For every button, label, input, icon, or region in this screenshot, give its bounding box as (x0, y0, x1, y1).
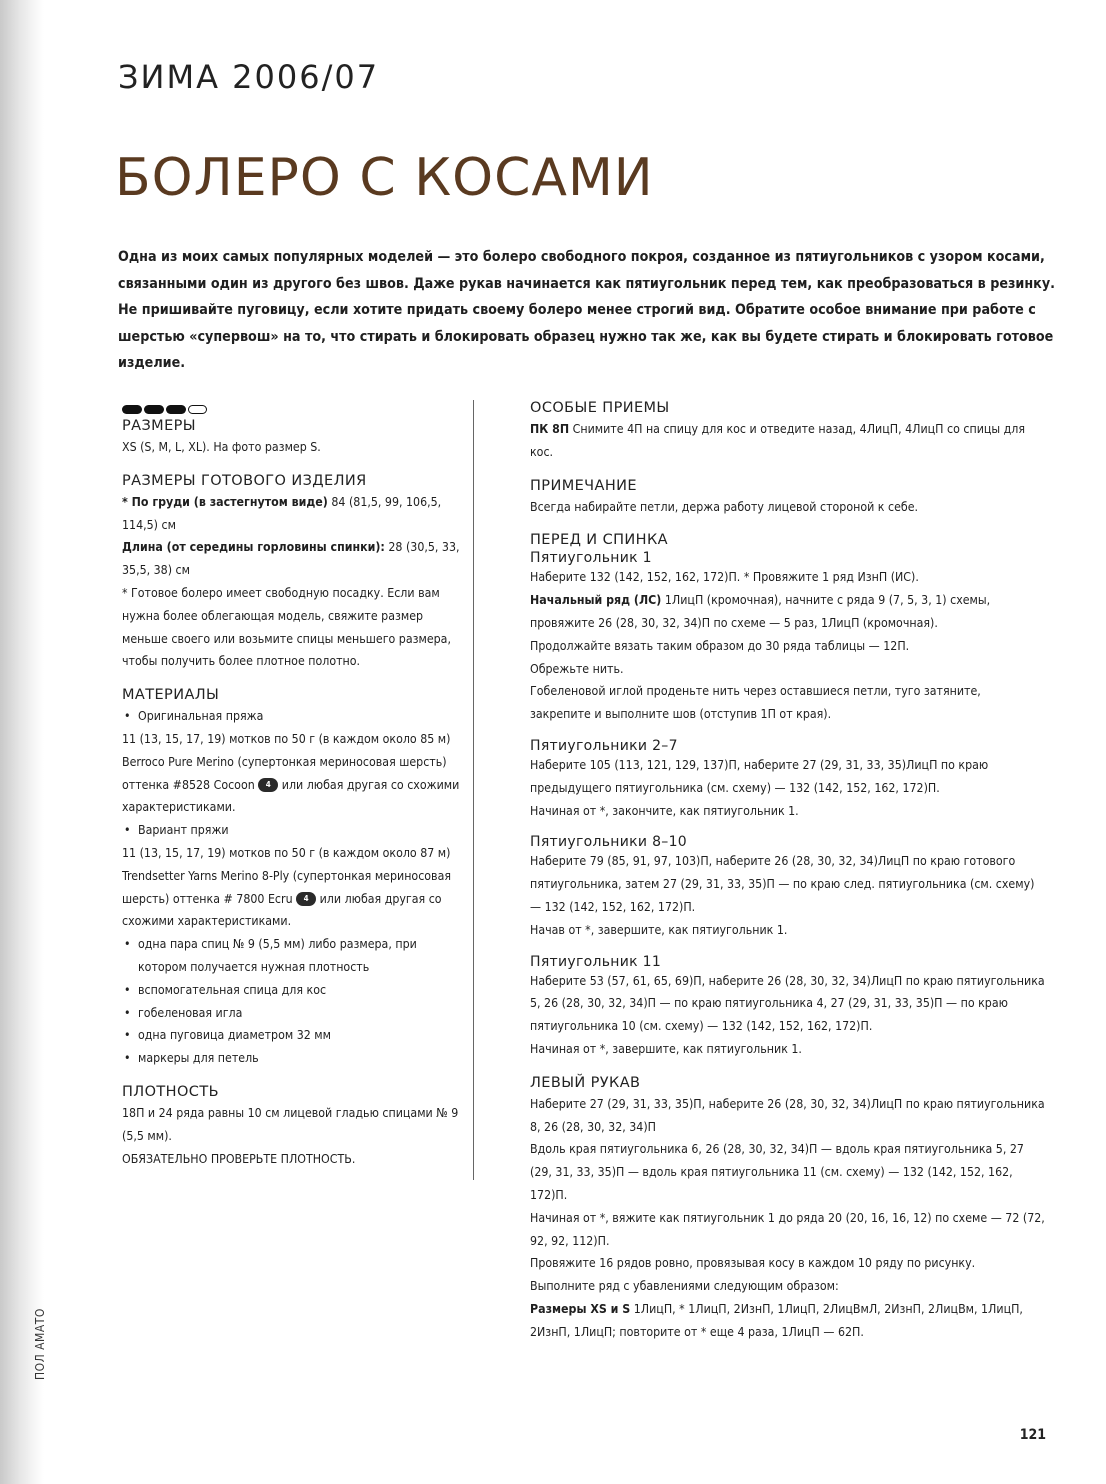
pentagon-11-heading: Пятиугольник 11 (530, 953, 662, 970)
sizes-xs-s-text: 1ЛицП, * 1ЛицП, 2ИзнП, 1ЛицП, 2ЛицВмЛ, 2ИзнП, 2ЛицВм, 1ЛицП, 2ИзнП, 1ЛицП; повторите от * еще 4 раза, 1ЛицП — 62П. (530, 1301, 1023, 1339)
left-column (122, 400, 462, 1170)
foundation-row-label: Начальный ряд (ЛС) (530, 593, 662, 608)
gauge-heading: ПЛОТНОСТЬ (122, 1083, 219, 1100)
photo-credit: ПОЛ АМАТО (33, 1308, 47, 1380)
pentagon-1-line-5: Гобеленовой иглой проденьте нить через оставшиеся петли, туго затяните, закрепите и выполните шов (отступив 1П от края). (530, 684, 981, 722)
page-title: БОЛЕРО С КОСАМИ (115, 148, 654, 208)
yarn-original-text (122, 728, 462, 819)
special-text: Снимите 4П на спицу для кос и отведите назад, 4ЛицП, 4ЛицП со спицы для кос. (530, 422, 1026, 459)
pentagons-2-7-section (530, 738, 1045, 822)
gauge-text: 18П и 24 ряда равны 10 см лицевой гладью спицами № 9 (5,5 мм). (122, 1105, 459, 1143)
gauge-check: ОБЯЗАТЕЛЬНО ПРОВЕРЬТЕ ПЛОТНОСТЬ. (122, 1151, 356, 1166)
skill-level-pill-filled (144, 405, 164, 414)
length-measurement (122, 536, 462, 582)
yarn-alt-text (122, 842, 462, 933)
left-sleeve-heading: ЛЕВЫЙ РУКАВ (530, 1074, 641, 1091)
column-divider (473, 400, 474, 1180)
skill-level-pill-filled (166, 405, 186, 414)
pentagon-1-line-4: Обрежьте нить. (530, 661, 624, 676)
list-item: • одна пара спиц № 9 (5,5 мм) либо размера, при котором получается нужная плотность (122, 933, 462, 979)
special-technique (530, 418, 1045, 464)
pentagon-1-line-3: Продолжайте вязать таким образом до 30 ряда таблицы — 12П. (530, 638, 910, 653)
pentagon-11-line-2: Начиная от *, завершите, как пятиугольник 1. (530, 1041, 802, 1056)
skill-level-indicator (122, 400, 462, 418)
pentagon-11-section (530, 954, 1045, 1061)
foundation-row-text: 1ЛицП (кромочная), начните с ряда 9 (7, 5, 3, 1) схемы, провяжите 26 (28, 30, 32, 34)П по схеме — 5 раз, 1ЛицП (кромочная). (530, 593, 991, 630)
special-label: ПК 8П (530, 422, 570, 436)
tools-list (122, 933, 462, 1070)
yarn-alt-tail: или любая другая со схожими характеристиками. (122, 891, 442, 929)
pentagon-1-line-2 (530, 589, 1045, 635)
pentagon-1-heading: Пятиугольник 1 (530, 550, 652, 567)
page-number: 121 (1019, 1427, 1046, 1443)
materials-list-2 (122, 819, 462, 842)
length-label: Длина (от середины горловины спинки): (122, 540, 385, 555)
bust-label: * По груди (в застегнутом виде) (122, 494, 328, 509)
yarn-weight-icon: 4 (258, 778, 278, 792)
skill-level-pill-empty (188, 405, 207, 414)
pentagons-8-10-line-1: Наберите 79 (85, 91, 97, 103)П, наберите 26 (28, 30, 32, 34)ЛицП по краю готового пятиугольника, затем 27 (29, 31, 33, 35)П — по краю след. пятиугольника (см. схему) — 132 (142, 152, 162, 172)П. (530, 854, 1035, 914)
sleeve-line-3: Начиная от *, вяжите как пятиугольник 1 до ряда 20 (20, 16, 16, 12) по схеме — 72 (72, 92, 92, 112)П. (530, 1210, 1045, 1248)
pentagons-8-10-line-2: Начав от *, завершите, как пятиугольник 1. (530, 922, 788, 937)
pentagons-2-7-line-1: Наберите 105 (113, 121, 129, 137)П, наберите 27 (29, 31, 33, 35)ЛицП по краю предыдущего пятиугольника (см. схему) — 132 (142, 152, 162, 172)П. (530, 757, 989, 795)
skill-level-pill-filled (122, 405, 142, 414)
note-text: Всегда набирайте петли, держа работу лицевой стороной к себе. (530, 499, 919, 514)
finished-measurements-heading: РАЗМЕРЫ ГОТОВОГО ИЗДЕЛИЯ (122, 472, 367, 489)
length-value: 28 (30,5, 33, 35,5, 38) см (122, 540, 460, 578)
list-item: • гобеленовая игла (122, 1002, 462, 1025)
list-item: • вспомогательная спица для кос (122, 979, 462, 1002)
materials-list (122, 705, 462, 728)
front-back-heading: ПЕРЕД И СПИНКА (530, 532, 668, 549)
page-gutter (0, 0, 44, 1484)
right-column (530, 400, 1045, 1344)
note-heading: ПРИМЕЧАНИЕ (530, 477, 637, 494)
yarn-original-desc: 11 (13, 15, 17, 19) мотков по 50 г (в каждом около 85 м) Berroco Pure Merino (супертонкая мериносовая шерсть) оттенка #8528 Cocoon (122, 731, 451, 792)
yarn-alt-label: • Вариант пряжи (122, 819, 462, 842)
yarn-alt-desc: 11 (13, 15, 17, 19) мотков по 50 г (в каждом около 87 м) Trendsetter Yarns Merino 8-Ply (супертонкая мериносовая шерсть) оттенка # 7800 Ecru (122, 845, 451, 906)
special-techniques-heading: ОСОБЫЕ ПРИЕМЫ (530, 400, 670, 416)
yarn-weight-icon: 4 (296, 892, 316, 906)
sleeve-line-1: Наберите 27 (29, 31, 33, 35)П, наберите 26 (28, 30, 32, 34)ЛицП по краю пятиугольника 8, 26 (28, 30, 32, 34)П (530, 1096, 1045, 1134)
fit-note: * Готовое болеро имеет свободную посадку. Если вам нужна более облегающая модель, свяжите размер меньше своего или возьмите спицы меньшего размера, чтобы получить более плотное полотно. (122, 585, 451, 669)
bust-value: 84 (81,5, 99, 106,5, 114,5) см (122, 494, 442, 532)
intro-paragraph: Одна из моих самых популярных моделей — это болеро свободного покроя, созданное из пятиугольников с узором косами, связанными один из другого без швов. Даже рукав начинается как пятиугольник перед тем, как преобразоваться в резинку. Не пришивайте пуговицу, если хотите придать своему болеро менее строгий вид. Обратите особое внимание при работе с шерстью «супервош» на то, что стирать и блокировать образец нужно так же, как вы будете стирать и блокировать готовое изделие. (118, 249, 1056, 371)
pentagon-11-line-1: Наберите 53 (57, 61, 65, 69)П, наберите 26 (28, 30, 32, 34)ЛицП по краю пятиугольника 5, 26 (28, 30, 32, 34)П — по краю пятиугольника 4, 27 (29, 31, 33, 35)П — по краю пятиугольника 10 (см. схему) — 132 (142, 152, 162, 172)П. (530, 973, 1045, 1034)
yarn-original-label: • Оригинальная пряжа (122, 705, 462, 728)
pentagons-8-10-section (530, 834, 1045, 941)
sizes-heading: РАЗМЕРЫ (122, 418, 196, 434)
list-item: • маркеры для петель (122, 1047, 462, 1070)
pentagons-2-7-heading: Пятиугольники 2–7 (530, 737, 678, 754)
pentagons-8-10-heading: Пятиугольники 8–10 (530, 834, 687, 851)
pentagons-2-7-line-2: Начиная от *, закончите, как пятиугольник 1. (530, 803, 799, 818)
list-item: • одна пуговица диаметром 32 мм (122, 1024, 462, 1047)
sleeve-line-4: Провяжите 16 рядов ровно, провязывая косу в каждом 10 ряду по рисунку. (530, 1256, 976, 1271)
sleeve-line-2: Вдоль края пятиугольника 6, 26 (28, 30, 32, 34)П — вдоль края пятиугольника 5, 27 (29, 31, 33, 35)П — вдоль края пятиугольника 11 (см. схему) — 132 (142, 152, 162, 172)П. (530, 1142, 1024, 1202)
season-heading: ЗИМА 2006/07 (118, 58, 380, 96)
sleeve-line-6 (530, 1298, 1045, 1344)
bust-measurement (122, 491, 462, 537)
materials-heading: МАТЕРИАЛЫ (122, 687, 220, 704)
sizes-xs-s-label: Размеры XS и S (530, 1301, 631, 1316)
yarn-original-tail: или любая другая со схожими характеристиками. (122, 777, 460, 815)
pentagon-1-line-1: Наберите 132 (142, 152, 162, 172)П. * Провяжите 1 ряд ИзнП (ИС). (530, 570, 919, 585)
sizes-text: XS (S, M, L, XL). На фото размер S. (122, 440, 321, 454)
sleeve-line-5: Выполните ряд с убавлениями следующим образом: (530, 1279, 839, 1294)
